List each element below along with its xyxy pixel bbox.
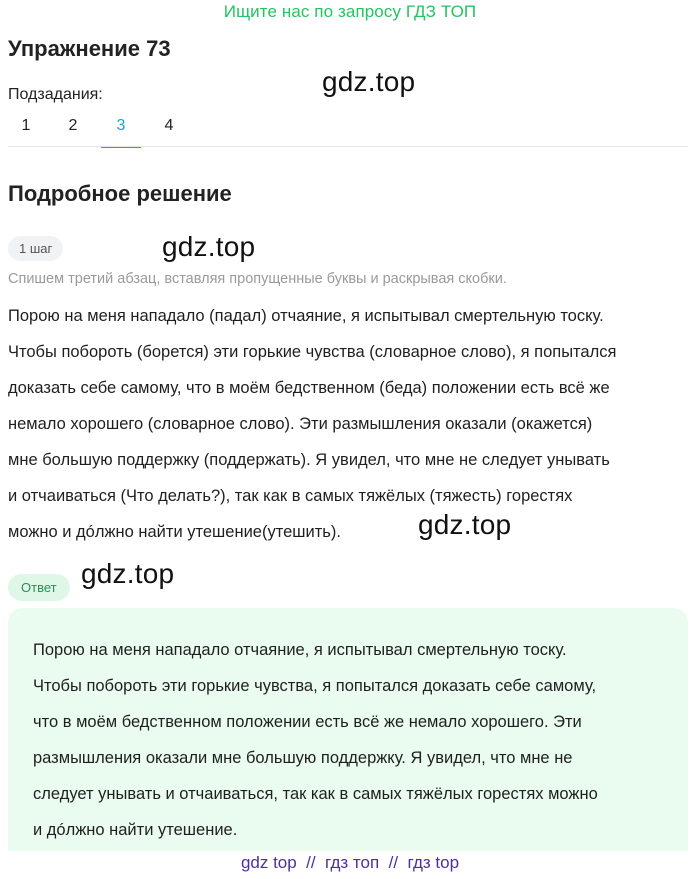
watermark: gdz.top [418,509,512,540]
step-hint: Спишем третий абзац, вставляя пропущенные буквы и раскрывая скобки. [8,271,507,287]
subtasks-label: Подзадания: [8,86,103,103]
tab-subtask-4[interactable]: 4 [164,117,174,134]
answer-line: и дóлжно найти утешение. [33,821,238,839]
answer-line: размышления оказали мне большую поддержку. Я увидел, что мне не [33,749,573,767]
watermark: gdz.top [162,231,256,262]
solution-line: и отчаиваться (Что делать?), так как в самых тяжёлых (тяжесть) горестях [8,487,573,505]
exercise-title: Упражнение 73 [8,36,171,61]
solution-line: можно и дóлжно найти утешение(утешить). [8,523,341,541]
solution-title: Подробное решение [8,181,232,206]
footer-watermark: gdz top // гдз топ // гдз top [240,853,460,872]
answer-line: Чтобы побороть эти горькие чувства, я попытался доказать себе самому, [33,677,597,695]
solution-line: Чтобы побороть (борется) эти горькие чувства (словарное слово), я попытался [8,343,617,361]
tab-subtask-2[interactable]: 2 [68,117,78,134]
solution-line: мне большую поддержку (поддержать). Я увидел, что мне не следует унывать [8,451,610,469]
step-badge: 1 шаг [8,236,63,261]
solution-line: доказать себе самому, что в моём бедственном (беда) положении есть всё же [8,379,610,397]
tabs-divider [8,146,688,147]
subtask-tabs [0,104,688,147]
watermark: gdz.top [81,558,175,589]
answer-badge: Ответ [8,574,70,601]
tab-subtask-1[interactable]: 1 [21,117,31,134]
answer-line: следует унывать и отчаиваться, так как в самых тяжёлых горестях можно [33,785,598,803]
solution-line: Порою на меня нападало (падал) отчаяние, я испытывал смертельную тоску. [8,307,604,325]
watermark: gdz.top [322,66,416,97]
answer-line: Порою на меня нападало отчаяние, я испытывал смертельную тоску. [33,641,567,659]
answer-line: что в моём бедственном положении есть всё же немало хорошего. Эти [33,713,582,731]
search-banner: Ищите нас по запросу ГДЗ ТОП [223,2,477,21]
solution-line: немало хорошего (словарное слово). Эти размышления оказали (окажется) [8,415,593,433]
tab-subtask-3[interactable]: 3 [101,104,141,148]
